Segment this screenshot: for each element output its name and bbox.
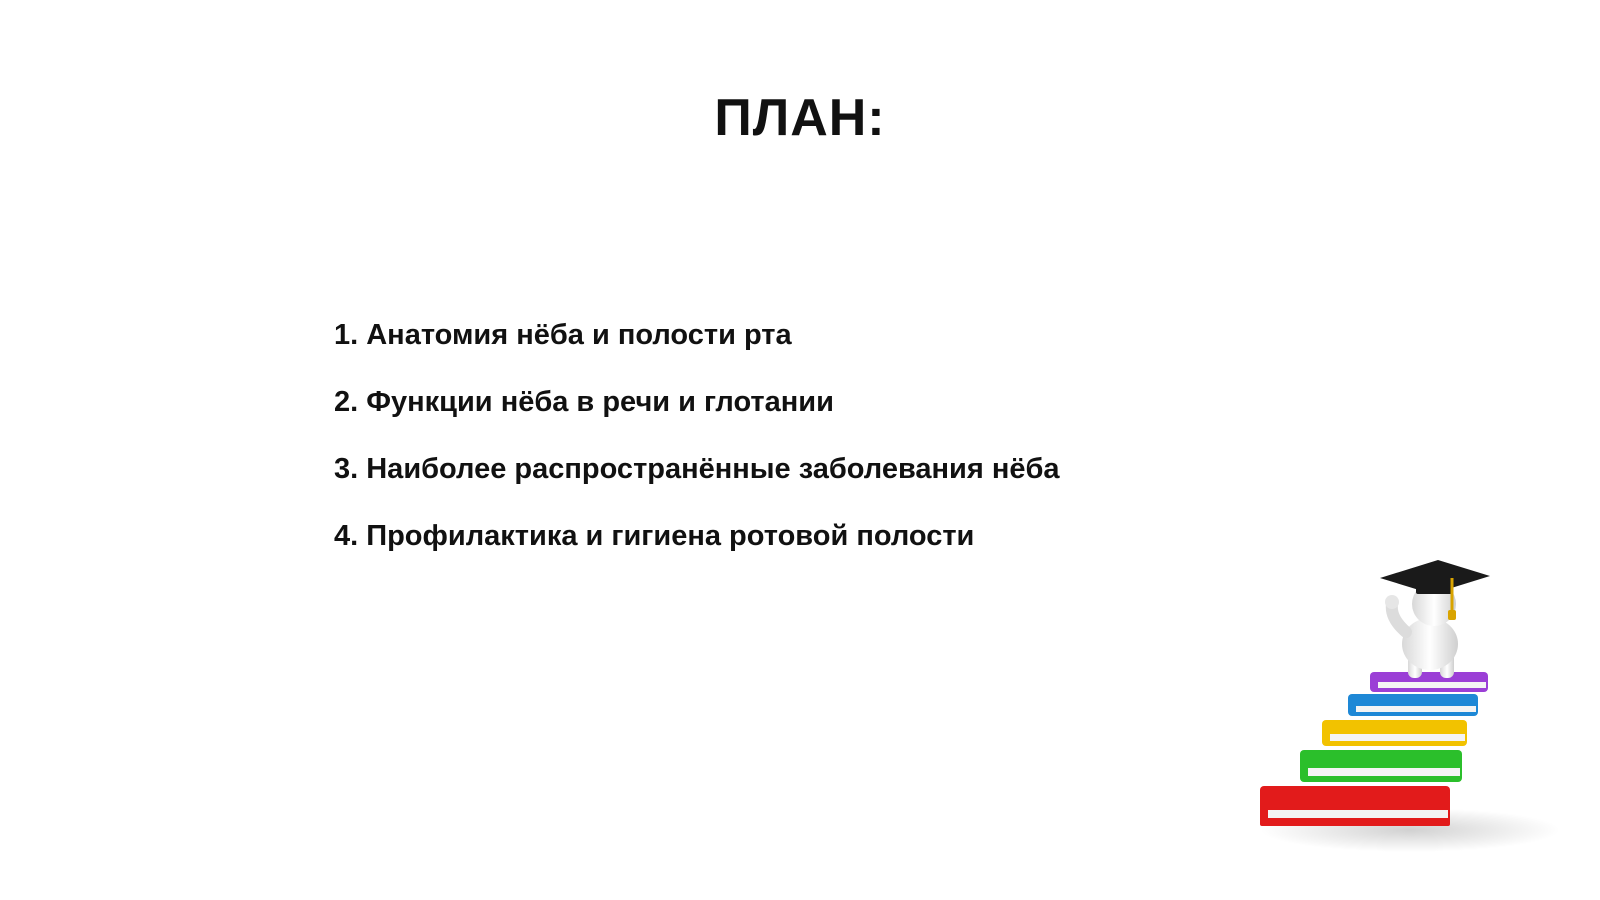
graduate-on-books-icon [1260, 560, 1560, 860]
red-book [1260, 786, 1450, 826]
slide-title: ПЛАН: [714, 89, 886, 147]
blue-book [1348, 694, 1478, 716]
graduate-figure [1380, 560, 1490, 678]
plan-item-1: 1. Анатомия нёба и полости рта [334, 319, 792, 351]
plan-item-4: 4. Профилактика и гигиена ротовой полости [334, 520, 975, 552]
green-book [1300, 750, 1462, 782]
plan-item-3: 3. Наиболее распространённые заболевания нёба [334, 453, 1060, 485]
plan-list [334, 318, 1060, 586]
yellow-book [1322, 720, 1467, 746]
plan-item-2: 2. Функции нёба в речи и глотании [334, 386, 834, 418]
purple-book [1370, 672, 1488, 692]
